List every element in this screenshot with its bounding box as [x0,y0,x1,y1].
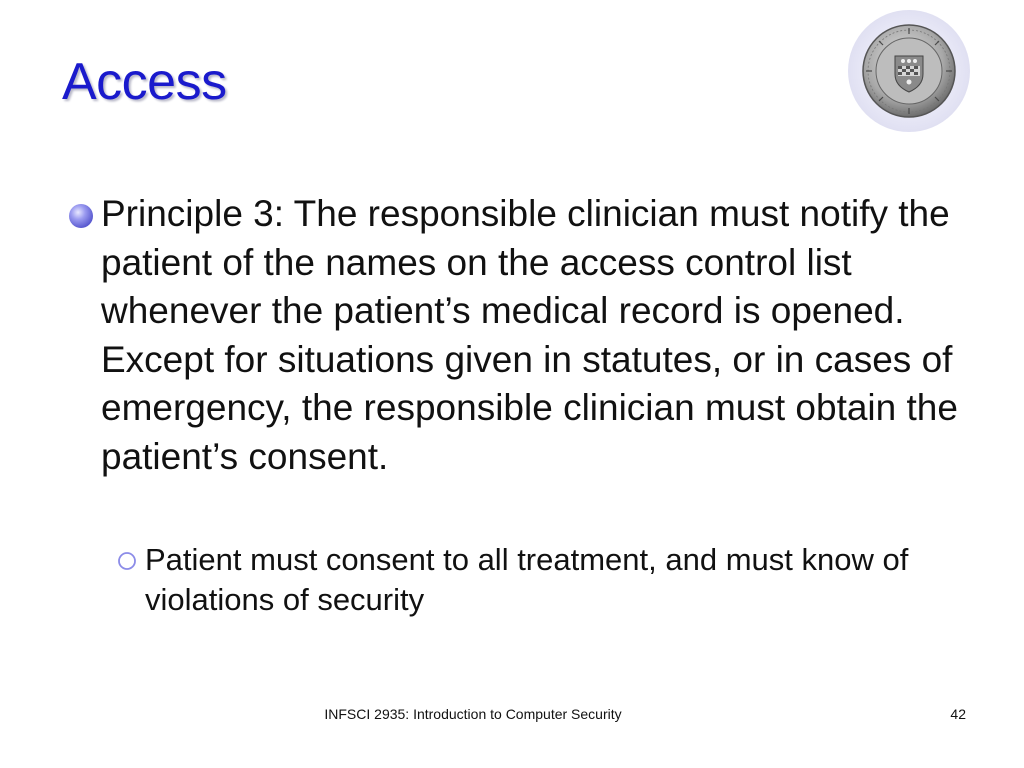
footer-course-title: INFSCI 2935: Introduction to Computer Security [324,706,622,722]
sub-bullet-text: Patient must consent to all treatment, and must know of violations of security [145,542,909,617]
filled-circle-bullet-icon [68,203,94,229]
hollow-circle-bullet-icon [117,551,137,571]
university-seal-icon [848,10,970,132]
bullet-text: Principle 3: The responsible clinician must notify the patient of the names on the access control list whenever the patient’s medical record is opened. Except for situations given in statutes, or in cases of emergency, the responsible clinician must obtain the patient’s consent. [101,193,958,477]
slide-title: Access [62,53,227,111]
slide-page-number: 42 [950,706,966,722]
